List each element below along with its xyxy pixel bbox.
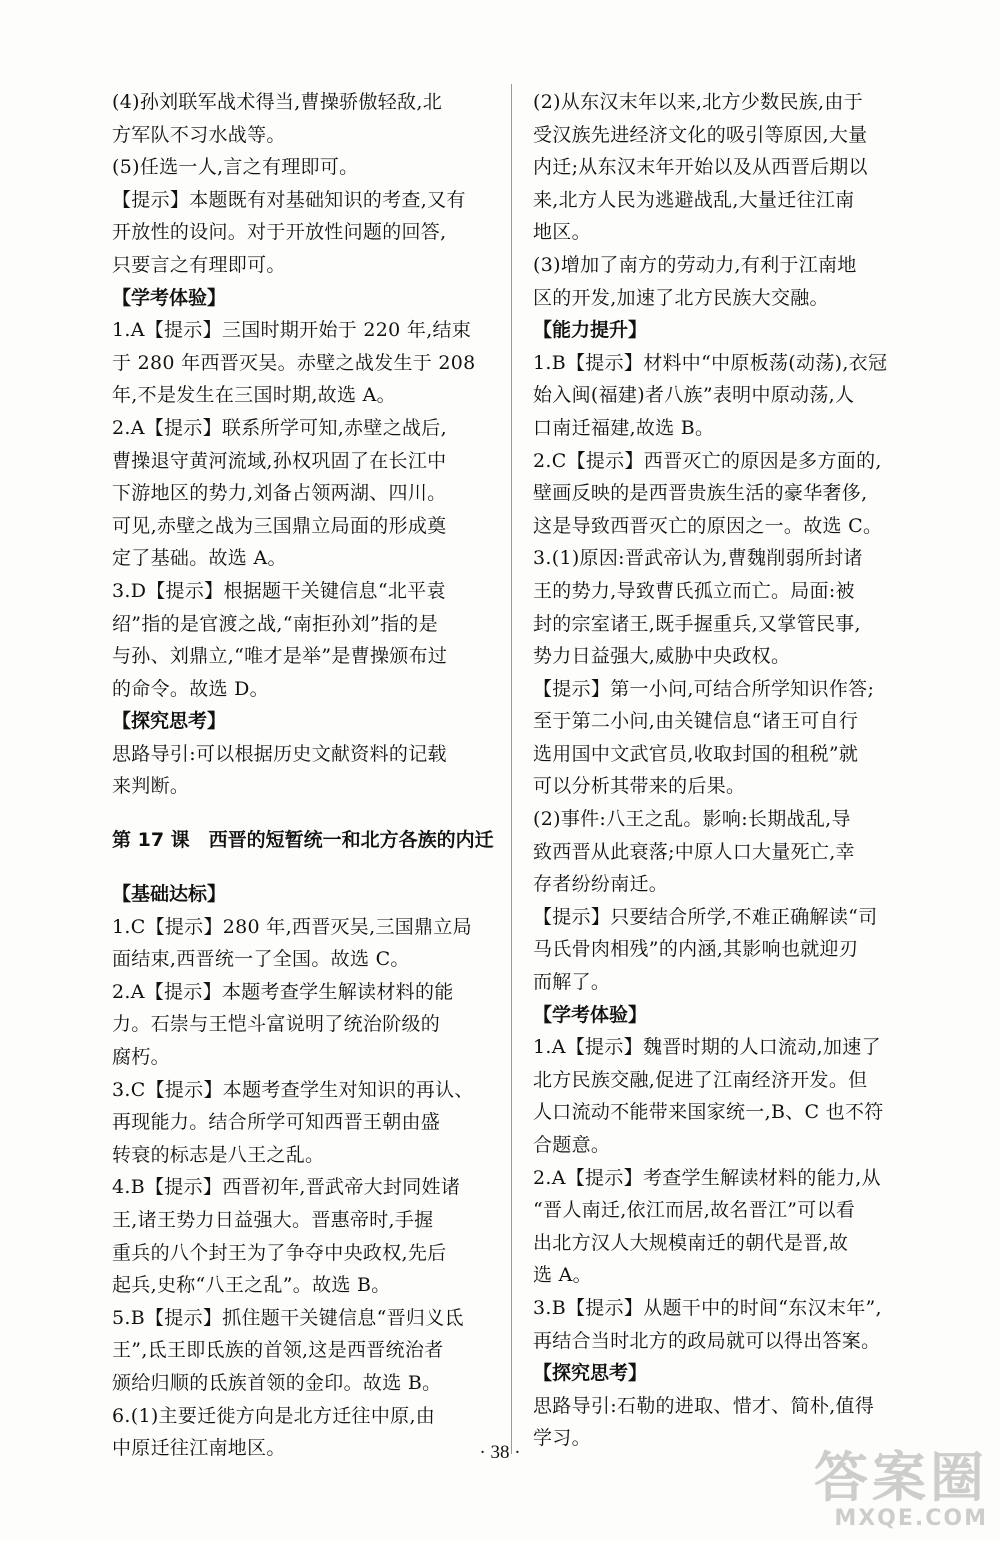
watermark-logo: [814, 1446, 988, 1531]
answer-item: [533, 901, 925, 999]
answer-item: [533, 673, 925, 803]
text-line: 选用国中文武官员,收取封国的租税”就: [533, 742, 859, 765]
text-line: 3.D【提示】根据题干关键信息“北平袁: [112, 579, 446, 602]
left-column: [112, 86, 504, 1465]
answer-item: [533, 1031, 925, 1161]
text-line: 致西晋从此衰落;中原人口大量死亡,幸: [533, 840, 855, 863]
text-line: 6.(1)主要迁徙方向是北方迁往中原,由: [112, 1404, 436, 1427]
text-line: 马氏骨肉相残”的内涵,其影响也就迎刃: [533, 938, 859, 961]
text-line: 王”,氐王即氐族的首领,这是西晋统治者: [112, 1339, 444, 1362]
section-xuekao-tiyan: [112, 314, 504, 705]
text-line: 3.(1)原因:晋武帝认为,曹魏削弱所封诸: [533, 547, 863, 570]
text-line: 口南迁福建,故选 B。: [533, 416, 715, 439]
text-line: 于 280 年西晋灭吴。赤壁之战发生于 208: [112, 351, 476, 374]
text-line: 1.C【提示】280 年,西晋灭吴,三国鼎立局: [112, 915, 472, 938]
text-line: 人口流动不能带来国家统一,B、C 也不符: [533, 1101, 884, 1124]
text-line: 出北方汉人大规模南迁的朝代是晋,故: [533, 1231, 849, 1254]
text-line: 这是导致西晋灭亡的原因之一。故选 C。: [533, 514, 883, 537]
text-line: 1.A【提示】三国时期开始于 220 年,结束: [112, 319, 472, 342]
text-line: 2.A【提示】考查学生解读材料的能力,从: [533, 1166, 881, 1189]
text-line: 1.B【提示】材料中“中原板荡(动荡),衣冠: [533, 351, 888, 374]
text-line: 绍”指的是官渡之战,“南拒孙刘”指的是: [112, 612, 438, 635]
text-line: 再结合当时北方的政局就可以得出答案。: [533, 1329, 881, 1352]
text-line: 可见,赤壁之战为三国鼎立局面的形成奠: [112, 514, 447, 537]
text-line: 4.B【提示】西晋初年,晋武帝大封同姓诸: [112, 1176, 461, 1199]
text-line: “晋人南迁,依江而居,故名晋江”可以看: [533, 1199, 856, 1222]
watermark-url: MXQE.COM: [834, 1506, 988, 1531]
text-line: (2)事件:八王之乱。影响:长期战乱,导: [533, 808, 851, 831]
answer-item: [533, 542, 925, 672]
right-top-answers: [533, 86, 925, 314]
text-line: (4)孙刘联军战术得当,曹操骄傲轻敌,北: [112, 91, 442, 113]
text-line: 选 A。: [533, 1264, 592, 1287]
lesson-title: 第 17 课 西晋的短暂统一和北方各族的内迁: [112, 829, 494, 852]
section-title-tanjiu-sikao: 【探究思考】: [112, 710, 227, 733]
answer-item: [533, 86, 925, 249]
text-line: 【提示】只要结合所学,不难正确解读“司: [533, 905, 878, 928]
text-line: 始入闽(福建)者八族”表明中原动荡,人: [533, 384, 855, 407]
section-title-tanjiu-sikao-2: 【探究思考】: [533, 1362, 648, 1385]
text-line: 3.C【提示】本题考查学生对知识的再认、: [112, 1078, 474, 1101]
text-line: 存者纷纷南迁。: [533, 873, 669, 896]
text-line: 颁给归顺的氐族首领的金印。故选 B。: [112, 1371, 442, 1394]
section-jichu-dabiao: [112, 911, 504, 1465]
page-number: · 38 ·: [479, 1442, 521, 1463]
answer-item: [112, 184, 504, 282]
text-line: 只要言之有理即可。: [112, 253, 286, 276]
column-divider: [511, 84, 512, 1454]
text-line: 来判断。: [112, 775, 190, 798]
text-line: 与孙、刘鼎立,“唯才是举”是曹操颁布过: [112, 645, 448, 668]
text-line: 转衰的标志是八王之乱。: [112, 1143, 325, 1166]
text-line: 而解了。: [533, 971, 611, 994]
answer-item: [112, 86, 504, 151]
text-line: 5.B【提示】抓住题干关键信息“晋归义氐: [112, 1306, 464, 1329]
text-line: 方军队不习水战等。: [112, 123, 286, 146]
text-line: 合题意。: [533, 1134, 611, 1156]
text-line: 思路导引:石勒的进取、惜才、简朴,值得: [533, 1394, 875, 1417]
text-line: 学习。: [533, 1427, 591, 1450]
answer-item: [112, 314, 504, 412]
text-line: 曹操退守黄河流域,孙权巩固了在长江中: [112, 449, 447, 472]
text-line: 势力日益强大,威胁中央政权。: [533, 645, 791, 668]
section-title-nengli-tisheng: 【能力提升】: [533, 319, 648, 342]
section-title-xuekao-tiyan-2: 【学考体验】: [533, 1003, 648, 1026]
text-line: 重兵的八个封王为了争夺中央政权,先后: [112, 1241, 447, 1264]
text-line: 定了基础。故选 A。: [112, 547, 287, 570]
text-line: 地区。: [533, 221, 591, 244]
answer-item: [533, 1292, 925, 1357]
answer-item: [112, 1074, 504, 1172]
answer-item: [112, 738, 504, 803]
text-line: 可以分析其带来的后果。: [533, 775, 746, 798]
answer-item: [112, 151, 504, 184]
text-line: 区的开发,加速了北方民族大交融。: [533, 286, 829, 309]
text-line: 王,诸王势力日益强大。晋惠帝时,手握: [112, 1209, 434, 1231]
section-tanjiu-sikao: [112, 738, 504, 803]
text-line: 腐朽。: [112, 1046, 170, 1069]
answer-item: [112, 1302, 504, 1400]
section-title-xuekao-tiyan: 【学考体验】: [112, 286, 227, 309]
text-line: 的命令。故选 D。: [112, 677, 269, 700]
answer-item: [533, 1162, 925, 1292]
answer-item: [533, 803, 925, 901]
text-line: 思路导引:可以根据历史文献资料的记载: [112, 742, 447, 765]
section-title-jichu-dabiao: 【基础达标】: [112, 883, 227, 906]
answer-item: [112, 412, 504, 575]
answer-item: [533, 445, 925, 543]
text-line: (3)增加了南方的劳动力,有利于江南地: [533, 253, 857, 276]
text-line: 开放性的设问。对于开放性问题的回答,: [112, 221, 447, 244]
section-nengli-tisheng: [533, 347, 925, 999]
text-line: 封的宗室诸王,既手握重兵,又掌管民事,: [533, 612, 861, 635]
text-line: 再现能力。结合所学可知西晋王朝由盛: [112, 1111, 441, 1134]
text-line: 中原迁往江南地区。: [112, 1437, 286, 1460]
text-line: 壁画反映的是西晋贵族生活的豪华奢侈,: [533, 482, 868, 505]
text-line: 王的势力,导致曹氏孤立而亡。局面:被: [533, 579, 855, 602]
text-line: 起兵,史称“八王之乱”。故选 B。: [112, 1274, 391, 1297]
answer-item: [533, 347, 925, 445]
section-xuekao-tiyan-2: [533, 1031, 925, 1357]
answer-item: [533, 249, 925, 314]
answer-item: [112, 1171, 504, 1301]
text-line: 2.C【提示】西晋灭亡的原因是多方面的,: [533, 449, 882, 472]
text-line: 年,不是发生在三国时期,故选 A。: [112, 384, 396, 407]
text-line: 【提示】本题既有对基础知识的考查,又有: [112, 188, 466, 211]
text-line: 受汉族先进经济文化的吸引等原因,大量: [533, 123, 868, 146]
text-line: (5)任选一人,言之有理即可。: [112, 156, 359, 179]
left-top-answers: [112, 86, 504, 282]
answer-item: [112, 976, 504, 1074]
text-line: (2)从东汉末年以来,北方少数民族,由于: [533, 91, 863, 113]
text-line: 3.B【提示】从题干中的时间“东汉末年”,: [533, 1296, 882, 1319]
text-line: 【提示】第一小问,可结合所学知识作答;: [533, 677, 875, 700]
text-line: 1.A【提示】魏晋时期的人口流动,加速了: [533, 1036, 881, 1059]
text-line: 面结束,西晋统一了全国。故选 C。: [112, 948, 410, 971]
right-column: [533, 86, 925, 1455]
watermark-logo-text: 答案圈: [814, 1446, 988, 1509]
text-line: 来,北方人民为逃避战乱,大量迁往江南: [533, 188, 855, 211]
text-line: 下游地区的势力,刘备占领两湖、四川。: [112, 482, 447, 505]
text-line: 内迁;从东汉末年开始以及从西晋后期以: [533, 156, 868, 179]
text-line: 至于第二小问,由关键信息“诸王可自行: [533, 710, 859, 733]
text-line: 2.A【提示】联系所学可知,赤壁之战后,: [112, 416, 447, 439]
answer-item: [112, 575, 504, 705]
answer-item: [112, 911, 504, 976]
text-line: 2.A【提示】本题考查学生解读材料的能: [112, 980, 454, 1003]
text-line: 北方民族交融,促进了江南经济开发。但: [533, 1068, 868, 1091]
text-line: 力。石崇与王恺斗富说明了统治阶级的: [112, 1013, 441, 1036]
